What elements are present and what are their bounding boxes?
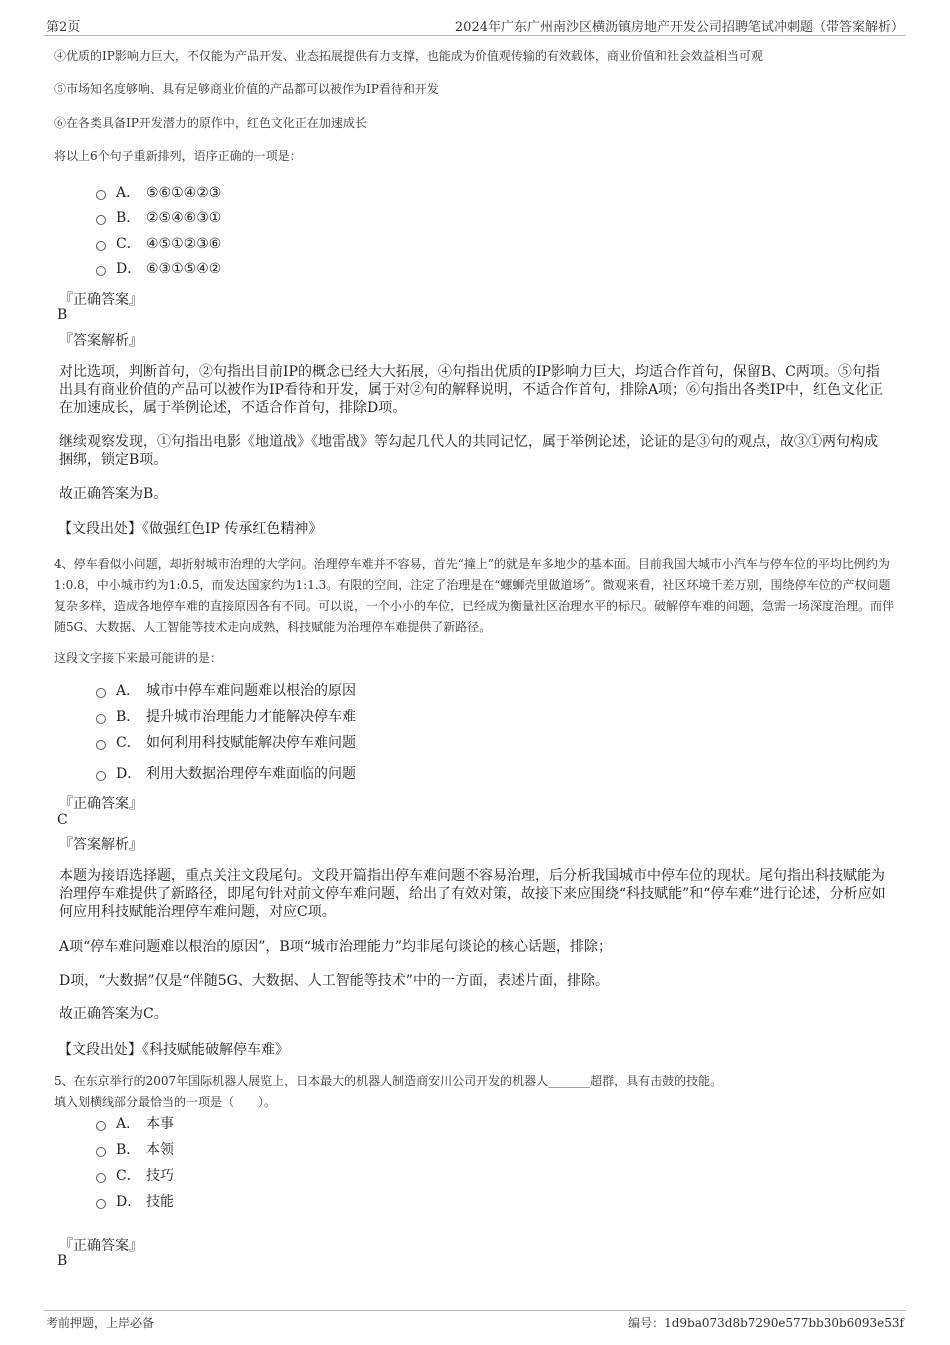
- radio-icon[interactable]: [96, 266, 106, 276]
- q4-analysis-paragraph-2: A项“停车难问题难以根治的原因”，B项“城市治理能力”均非尾句谈论的核心话题，排除；: [59, 939, 613, 955]
- radio-icon[interactable]: [96, 190, 106, 200]
- q4-answer-label: 『正确答案』: [59, 796, 143, 812]
- q4-stem: 4、停车看似小问题，却折射城市治理的大学问。治理停车难并不容易，首先“撞上”的就是车多地少的基本面。目前我国大城市小汽车与停车位的平均比例约为1:0.8，中小城市约为1:0.5，而发达国家约为1:1.3。有限的空间，注定了治理是在“螺蛳壳里做道场”。微观来看，社区环境千差万别，围绕停车位的产权问题复杂多样，造成各地停车难的直接原因各有不同。可以说，一个小小的车位，已经成为衡量社区治理水平的标尺。破解停车难的问题，急需一场深度治理。而伴随5G、大数据、人工智能等技术走向成熟，科技赋能为治理停车难提供了新路径。: [54, 557, 895, 634]
- q5-answer-label: 『正确答案』: [59, 1238, 143, 1254]
- q4-option-d[interactable]: D． 利用大数据治理停车难面临的问题: [96, 764, 356, 784]
- q3-option-c[interactable]: C． ④⑤①②③⑥: [96, 234, 221, 254]
- radio-icon[interactable]: [96, 1147, 106, 1157]
- q4-answer: C: [57, 812, 68, 828]
- q5-option-c[interactable]: C． 技巧: [96, 1166, 174, 1186]
- page-number: 第2页: [46, 20, 81, 35]
- radio-icon[interactable]: [96, 1173, 106, 1183]
- q5-prompt: 填入划横线部分最恰当的一项是（ ）。: [54, 1095, 277, 1109]
- document-serial: 编号：1d9ba073d8b7290e577bb30b6093e53f: [628, 1316, 904, 1330]
- q3-analysis-paragraph-3: 故正确答案为B。: [59, 486, 168, 502]
- q5-option-b[interactable]: B． 本领: [96, 1140, 174, 1160]
- q4-source: 【文段出处】《科技赋能破解停车难》: [58, 1042, 289, 1058]
- q4-analysis-label: 『答案解析』: [59, 837, 143, 853]
- q4-analysis-paragraph-4: 故正确答案为C。: [59, 1006, 168, 1022]
- q3-option-b[interactable]: B． ②⑤④⑥③①: [96, 208, 221, 228]
- footer-slogan: 考前押题，上岸必备: [46, 1316, 155, 1330]
- q5-option-a[interactable]: A． 本事: [96, 1114, 174, 1134]
- q3-sentence-6: ⑥在各类具备IP开发潜力的原作中，红色文化正在加速成长: [54, 116, 367, 130]
- radio-icon[interactable]: [96, 215, 106, 225]
- q4-option-b[interactable]: B． 提升城市治理能力才能解决停车难: [96, 707, 356, 727]
- footer-divider: [44, 1310, 906, 1311]
- radio-icon[interactable]: [96, 1199, 106, 1209]
- q5-stem: 5、在东京举行的2007年国际机器人展览上，日本最大的机器人制造商安川公司开发的机器人_______超群，具有击鼓的技能。: [54, 1074, 723, 1088]
- q4-option-a[interactable]: A． 城市中停车难问题难以根治的原因: [96, 681, 356, 701]
- q3-source: 【文段出处】《做强红色IP 传承红色精神》: [58, 521, 323, 537]
- header-divider: [44, 35, 906, 36]
- q3-analysis-paragraph-2: 继续观察发现，①句指出电影《地道战》《地雷战》等勾起几代人的共同记忆，属于举例论述，论证的是③句的观点，故③①两句构成捆绑，锁定B项。: [59, 434, 878, 468]
- document-title: 2024年广东广州南沙区横沥镇房地产开发公司招聘笔试冲刺题（带答案解析）: [454, 20, 904, 35]
- radio-icon[interactable]: [96, 1121, 106, 1131]
- q3-option-d[interactable]: D． ⑥③①⑤④②: [96, 259, 221, 279]
- q3-sentence-4: ④优质的IP影响力巨大，不仅能为产品开发、业态拓展提供有力支撑，也能成为价值观传输的有效载体，商业价值和社会效益相当可观: [54, 49, 763, 63]
- q5-option-d[interactable]: D． 技能: [96, 1192, 174, 1212]
- q3-analysis-label: 『答案解析』: [59, 333, 143, 349]
- radio-icon[interactable]: [96, 241, 106, 251]
- q3-prompt: 将以上6个句子重新排列，语序正确的一项是：: [54, 149, 302, 163]
- q4-option-c[interactable]: C． 如何利用科技赋能解决停车难问题: [96, 733, 356, 753]
- q4-analysis-paragraph-3: D项，“大数据”仅是“伴随5G、大数据、人工智能等技术”中的一方面，表述片面，排除。: [59, 973, 609, 989]
- q3-analysis-paragraph-1: 对比选项，判断首句，②句指出目前IP的概念已经大大拓展，④句指出优质的IP影响力巨大，均适合作首句，保留B、C两项。⑤句指出具有商业价值的产品可以被作为IP看待和开发，属于对②句的解释说明，不适合作首句，排除A项；⑥句指出各类IP中，红色文化正在加速成长，属于举例论述，不适合作首句，排除D项。: [59, 364, 884, 416]
- radio-icon[interactable]: [96, 771, 106, 781]
- q5-answer: B: [57, 1253, 68, 1269]
- q3-answer-label: 『正确答案』: [59, 292, 143, 308]
- q3-option-a[interactable]: A． ⑤⑥①④②③: [96, 183, 221, 203]
- radio-icon[interactable]: [96, 740, 106, 750]
- q4-analysis-paragraph-1: 本题为接语选择题，重点关注文段尾句。文段开篇指出停车难问题不容易治理，后分析我国城市中停车位的现状。尾句指出科技赋能为治理停车难提供了新路径，即尾句针对前文停车难问题，给出了有效对策，故接下来应围绕“科技赋能”和“停车难”进行论述，分析应如何应用科技赋能治理停车难问题，对应C项。: [59, 868, 886, 920]
- q3-answer: B: [57, 307, 68, 323]
- q3-sentence-5: ⑤市场知名度够响、具有足够商业价值的产品都可以被作为IP看待和开发: [54, 82, 439, 96]
- q4-prompt: 这段文字接下来最可能讲的是：: [54, 651, 223, 665]
- radio-icon[interactable]: [96, 714, 106, 724]
- radio-icon[interactable]: [96, 688, 106, 698]
